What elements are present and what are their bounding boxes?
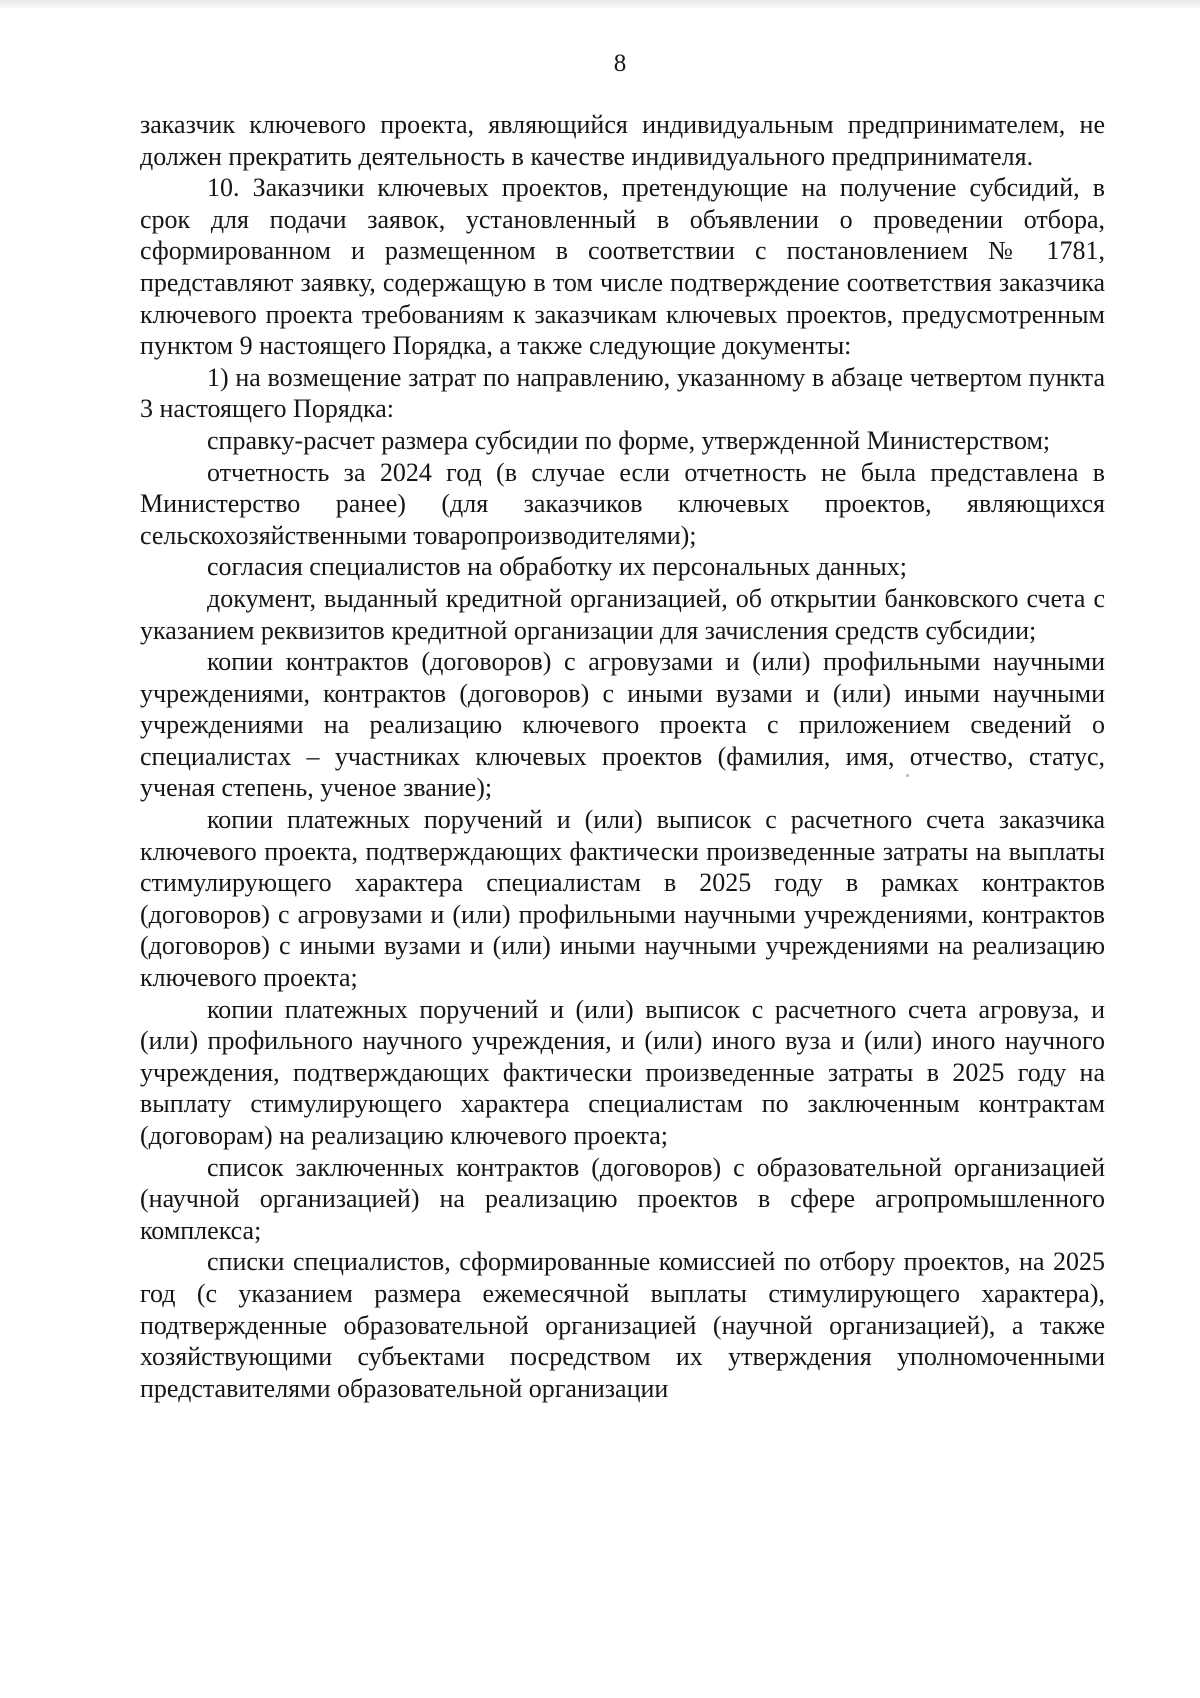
scan-edge [0, 0, 1200, 10]
paragraph-specialist-lists: списки специалистов, сформированные комиссией по отбору проектов, на 2025 год (с указанием размера ежемесячной выплаты стимулирующего характера), подтвержденные образовательной организацией (научной организацией), а также хозяйствующими субъектами посредством их утверждения уполномоченными представителями образовательной организации [140, 1247, 1105, 1403]
scan-speck [906, 774, 909, 777]
paragraph-payment-copies-university: копии платежных поручений и (или) выписок с расчетного счета агровуза, и (или) профильного научного учреждения, и (или) иного вуза и (или) иного научного учреждения, подтверждающих фактически произведенные затраты в 2025 году на выплату стимулирующего характера специалистам по заключенным контрактам (договорам) на реализацию ключевого проекта; [140, 994, 1105, 1150]
paragraph-consents: согласия специалистов на обработку их персональных данных; [207, 552, 907, 582]
body-text [140, 109, 1105, 1404]
paragraph-contract-copies: копии контрактов (договоров) с агровузами и (или) профильными научными учреждениями, контрактов (договоров) с иными вузами и (или) иными научными учреждениями на реализацию ключевого проекта с приложением сведений о специалистах – участниках ключевых проектов (фамилия, имя, отчество, статус, ученая степень, ученое звание); [140, 647, 1105, 803]
paragraph-contract-list: список заключенных контрактов (договоров) с образовательной организацией (научной организацией) на реализацию проектов в сфере агропромышленного комплекса; [140, 1152, 1105, 1245]
paragraph-bank-document: документ, выданный кредитной организацией, об открытии банковского счета с указанием реквизитов кредитной организации для зачисления средств субсидии; [140, 583, 1105, 645]
paragraph-reporting: отчетность за 2024 год (в случае если отчетность не была представлена в Министерство ранее) (для заказчиков ключевых проектов, являющихся сельскохозяйственными товаропроизводителями); [140, 457, 1105, 550]
paragraph-continuation: заказчик ключевого проекта, являющийся индивидуальным предпринимателем, не должен прекратить деятельность в качестве индивидуального предпринимателя. [140, 110, 1105, 171]
page-number: 8 [613, 50, 627, 77]
paragraph-payment-copies-customer: копии платежных поручений и (или) выписок с расчетного счета заказчика ключевого проекта, подтверждающих фактически произведенные затраты на выплаты стимулирующего характера специалистам в 2025 году в рамках контрактов (договоров) с агровузами и (или) профильными научными учреждениями, контрактов (договоров) с иными вузами и (или) иными научными учреждениями на реализацию ключевого проекта; [140, 805, 1105, 993]
paragraph-item-10: 10. Заказчики ключевых проектов, претендующие на получение субсидий, в срок для подачи заявок, установленный в объявлении о проведении отбора, сформированном и размещенном в соответствии с постановлением № 1781, представляют заявку, содержащую в том числе подтверждение соответствия заказчика ключевого проекта требованиям к заказчикам ключевых проектов, предусмотренным пунктом 9 настоящего Порядка, а также следующие документы: [140, 173, 1105, 361]
paragraph-subitem-1: 1) на возмещение затрат по направлению, указанному в абзаце четвертом пункта 3 настоящего Порядка: [140, 362, 1105, 424]
paragraph-calc-statement: справку-расчет размера субсидии по форме, утвержденной Министерством; [207, 425, 1051, 455]
